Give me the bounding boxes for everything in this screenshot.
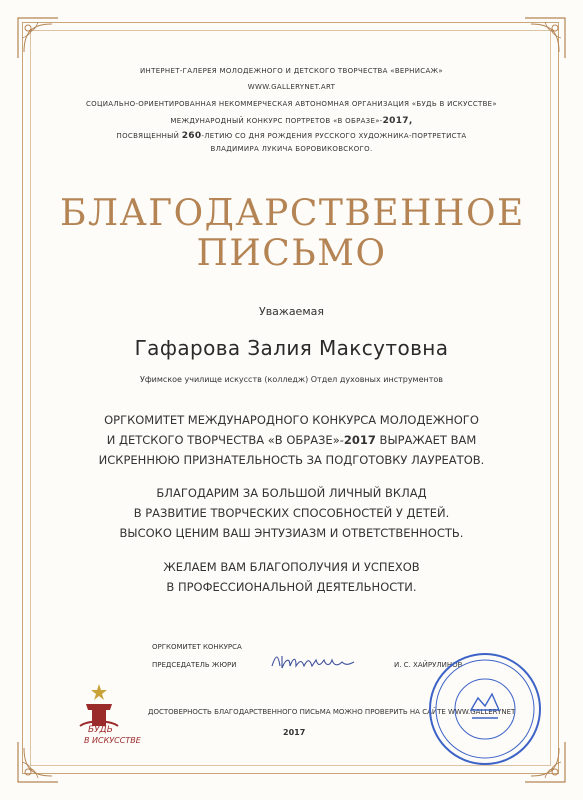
official-stamp [426,650,544,768]
header-artist-name: ВЛАДИМИРА ЛУКИЧА БОРОВИКОВСКОГО. [210,145,373,153]
greeting: Уважаемая [258,305,324,318]
corner-ornament-top-right [523,14,569,60]
verification-note: ДОСТОВЕРНОСТЬ БЛАГОДАРСТВЕННОГО ПИСЬМА МОЖНО ПРОВЕРИТЬ НА САЙТЕ WWW.GALLERYNET [148,708,516,716]
recipient-institution: Уфимское училище искусств (колледж) Отдел духовных инструментов [139,375,444,384]
footer-year: 2017 [283,728,306,737]
header-website: WWW.GALLERYNET.ART [247,83,336,91]
paragraph-gratitude-line2 [70,430,513,450]
chair-name: И. С. ХАЙРУЛИНОВ [394,661,463,669]
header-dedication-prefix: ПОСВЯЩЕННЫЙ [116,132,180,140]
chair-label: ПРЕДСЕДАТЕЛЬ ЖЮРИ [152,661,237,669]
header-gallery-name: ИНТЕРНЕТ-ГАЛЕРЕЯ МОЛОДЕЖНОГО И ДЕТСКОГО ТВОРЧЕСТВА «ВЕРНИСАЖ» [140,67,443,75]
paragraph-gratitude [70,410,513,470]
header-dedication-number: 260 [181,131,202,141]
paragraph-gratitude-year: 2017 [343,433,376,447]
paragraph-gratitude-line2-text: И ДЕТСКОГО ТВОРЧЕСТВА «В ОБРАЗЕ»- [106,433,344,447]
paragraph-gratitude-line2-suffix: ВЫРАЖАЕТ ВАМ [375,433,477,447]
paragraph-thanks-line1: БЛАГОДАРИМ ЗА БОЛЬШОЙ ЛИЧНЫЙ ВКЛАД [156,486,427,500]
paragraph-wishes [70,557,513,597]
paragraph-thanks-line3: ВЫСОКО ЦЕНИМ ВАШ ЭНТУЗИАЗМ И ОТВЕТСТВЕННОСТЬ. [119,526,464,540]
header-contest-text: МЕЖДУНАРОДНЫЙ КОНКУРС ПОРТРЕТОВ «В ОБРАЗЕ»- [170,117,383,125]
paragraph-thanks [70,483,513,543]
paragraph-gratitude-line1: ОРГКОМИТЕТ МЕЖДУНАРОДНОГО КОНКУРСА МОЛОДЕЖНОГО [104,413,479,427]
signature-image [268,648,368,674]
corner-ornament-bottom-left [14,740,60,786]
header-organization: СОЦИАЛЬНО-ОРИЕНТИРОВАННАЯ НЕКОММЕРЧЕСКАЯ АВТОНОМНАЯ ОРГАНИЗАЦИЯ «БУДЬ В ИСКУССТВЕ» [85,100,497,108]
document-title-line1: БЛАГОДАРСТВЕННОЕ [60,193,525,234]
header-dedication [60,131,523,141]
recipient-name: Гафарова Залия Максутовна [134,336,449,360]
corner-ornament-top-left [14,14,60,60]
header-dedication-suffix: -ЛЕТИЮ СО ДНЯ РОЖДЕНИЯ РУССКОГО ХУДОЖНИКА-ПОРТРЕТИСТА [201,132,467,140]
logo-text-line1: БУДЬ [88,725,113,735]
paragraph-thanks-line2: В РАЗВИТИЕ ТВОРЧЕСКИХ СПОСОБНОСТЕЙ У ДЕТЕЙ. [133,506,450,520]
organization-logo [70,680,141,750]
paragraph-gratitude-line3: ИСКРЕННЮЮ ПРИЗНАТЕЛЬНОСТЬ ЗА ПОДГОТОВКУ ЛАУРЕАТОВ. [98,453,485,467]
logo-text-line2: В ИСКУССТВЕ [84,736,141,745]
paragraph-wishes-line1: ЖЕЛАЕМ ВАМ БЛАГОПОЛУЧИЯ И УСПЕХОВ [163,560,420,574]
header-contest [60,116,523,126]
header-contest-year: 2017, [382,116,413,126]
document-title-line2: ПИСЬМО [196,233,387,274]
committee-label: ОРГКОМИТЕТ КОНКУРСА [152,643,242,651]
paragraph-wishes-line2: В ПРОФЕССИОНАЛЬНОЙ ДЕЯТЕЛЬНОСТИ. [166,580,417,594]
